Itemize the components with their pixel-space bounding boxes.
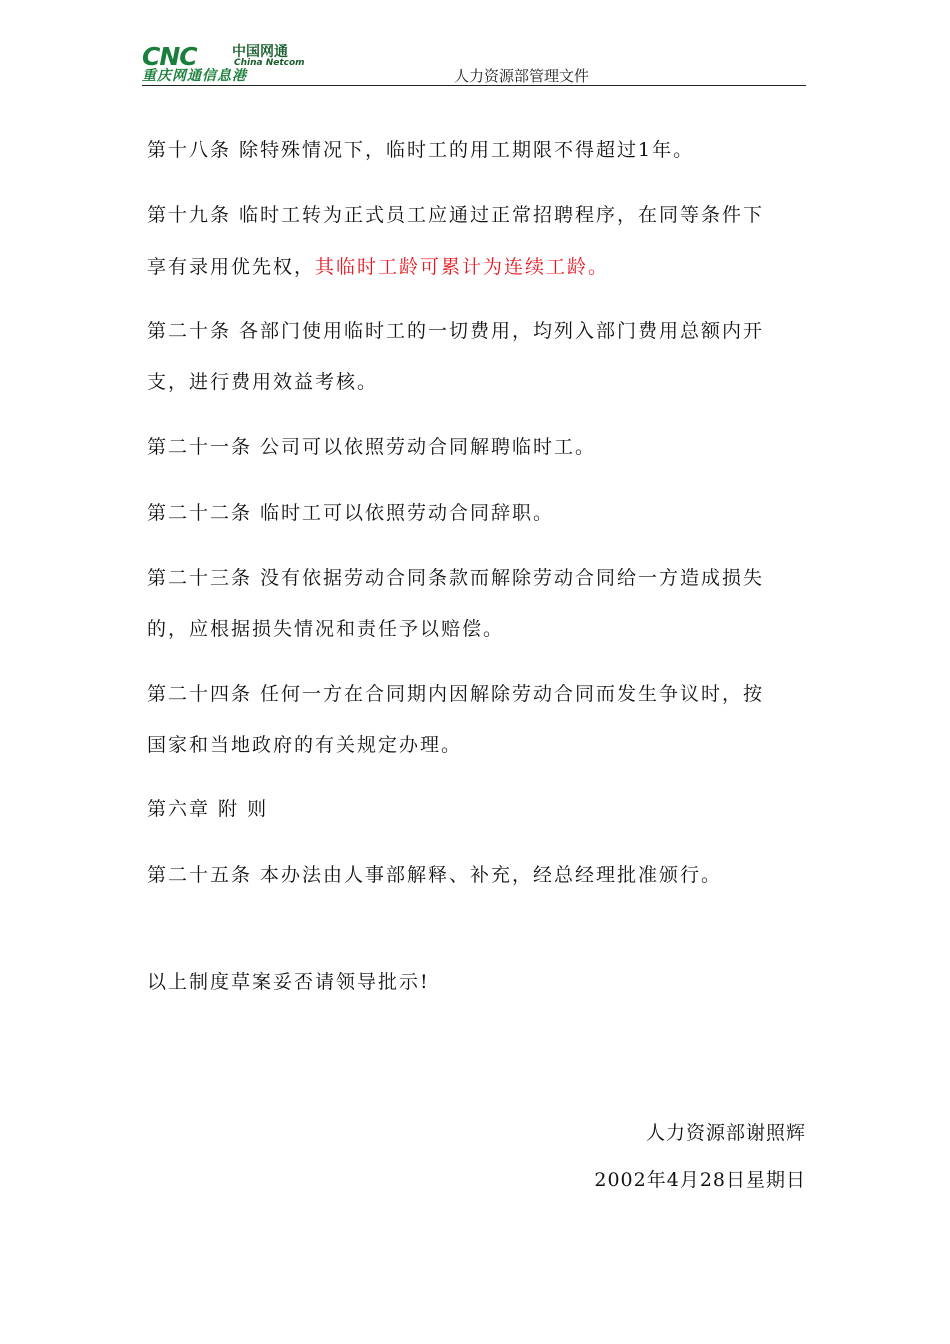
closing-request: 以上制度草案妥否请领导批示! — [147, 971, 430, 993]
logo-english-name: China Netcom — [234, 58, 305, 68]
header-divider — [142, 85, 806, 86]
article-21: 第二十一条 公司可以依照劳动合同解聘临时工。 — [147, 436, 597, 458]
article-19-line-2 — [147, 255, 807, 279]
article-19-highlight-text: 其临时工龄可累计为连续工龄。 — [315, 256, 610, 278]
article-25: 第二十五条 本办法由人事部解释、补充，经总经理批准颁行。 — [147, 864, 723, 886]
article-24-line-2: 国家和当地政府的有关规定办理。 — [147, 734, 463, 756]
article-20-line-1: 第二十条 各部门使用临时工的一切费用，均列入部门费用总额内开 — [147, 320, 765, 342]
signature-department: 人力资源部谢照辉 — [645, 1122, 806, 1144]
article-20-line-2: 支，进行费用效益考核。 — [147, 371, 379, 393]
page-header — [142, 44, 806, 88]
article-19-line-1: 第十九条 临时工转为正式员工应通过正常招聘程序，在同等条件下 — [147, 204, 765, 226]
article-24-line-1: 第二十四条 任何一方在合同期内因解除劳动合同而发生争议时，按 — [147, 683, 765, 705]
article-18: 第十八条 除特殊情况下，临时工的用工期限不得超过1年。 — [147, 139, 695, 161]
document-header-title: 人力资源部管理文件 — [454, 67, 590, 85]
article-23-line-2: 的，应根据损失情况和责任予以赔偿。 — [147, 618, 505, 640]
chapter-6-heading: 第六章 附 则 — [147, 798, 269, 820]
cnc-logo — [142, 44, 332, 84]
article-19-plain-text: 享有录用优先权， — [147, 256, 316, 278]
logo-chinese-name: 中国网通 — [232, 44, 288, 60]
article-22: 第二十二条 临时工可以依照劳动合同辞职。 — [147, 502, 555, 524]
signature-date: 2002年4月28日星期日 — [594, 1169, 806, 1191]
article-23-line-1: 第二十三条 没有依据劳动合同条款而解除劳动合同给一方造成损失 — [147, 567, 765, 589]
logo-subtitle: 重庆网通信息港 — [142, 68, 247, 84]
logo-cnc-text: CNC — [142, 42, 197, 71]
